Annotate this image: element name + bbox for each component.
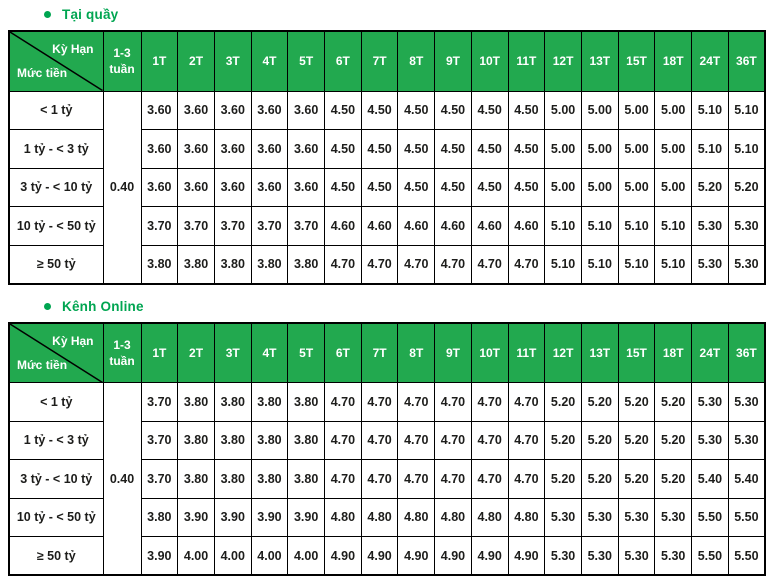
rate-cell: 3.60: [251, 91, 288, 130]
rate-cell: 4.00: [214, 537, 251, 576]
rate-cell: 4.60: [325, 207, 362, 246]
week-column-header: 1-3 tuần: [103, 323, 141, 383]
rate-cell: 3.60: [141, 130, 178, 169]
rate-cell: 4.70: [435, 245, 472, 284]
rate-cell: 4.50: [398, 91, 435, 130]
rate-cell: 5.30: [618, 498, 655, 537]
rate-cell: 4.50: [325, 130, 362, 169]
term-header-6T: 6T: [325, 31, 362, 91]
rate-cell: 4.50: [325, 168, 362, 207]
rate-cell: 5.20: [545, 460, 582, 499]
rate-cell: 3.90: [178, 498, 215, 537]
rate-cell: 4.70: [325, 383, 362, 422]
term-header-3T: 3T: [214, 323, 251, 383]
section-title-text: Tại quầy: [62, 7, 119, 22]
rate-cell: 4.70: [361, 421, 398, 460]
section-online: [8, 297, 766, 577]
rate-cell: 5.00: [545, 91, 582, 130]
week-rate-cell: 0.40: [103, 91, 141, 284]
rate-cell: 5.00: [618, 91, 655, 130]
rate-cell: 5.10: [655, 207, 692, 246]
week-column-header: 1-3 tuần: [103, 31, 141, 91]
rate-cell: 3.80: [214, 383, 251, 422]
rate-cell: 3.80: [178, 421, 215, 460]
rate-cell: 5.10: [545, 245, 582, 284]
term-header-3T: 3T: [214, 31, 251, 91]
rate-cell: 5.00: [545, 130, 582, 169]
rate-cell: 5.30: [692, 383, 729, 422]
rate-cell: 4.60: [508, 207, 545, 246]
term-header-4T: 4T: [251, 323, 288, 383]
rate-cell: 3.80: [214, 460, 251, 499]
rate-cell: 4.70: [471, 421, 508, 460]
rate-cell: 5.20: [728, 168, 765, 207]
rate-cell: 3.60: [251, 130, 288, 169]
term-header-18T: 18T: [655, 31, 692, 91]
rate-cell: 3.80: [251, 383, 288, 422]
rate-cell: 4.50: [508, 91, 545, 130]
rate-cell: 4.70: [398, 383, 435, 422]
bullet-icon: [44, 303, 51, 310]
corner-label-term: Kỳ Hạn: [52, 42, 94, 56]
rate-cell: 3.80: [288, 245, 325, 284]
rate-cell: 5.20: [692, 168, 729, 207]
amount-tier-label: 3 tỷ - < 10 tỷ: [9, 460, 103, 499]
rate-cell: 5.50: [728, 498, 765, 537]
rate-cell: 5.30: [692, 421, 729, 460]
rate-cell: 4.90: [508, 537, 545, 576]
rate-cell: 5.20: [581, 460, 618, 499]
rate-cell: 4.80: [435, 498, 472, 537]
rate-cell: 5.30: [655, 498, 692, 537]
rate-cell: 3.90: [214, 498, 251, 537]
rate-cell: 5.20: [581, 383, 618, 422]
rate-cell: 4.70: [398, 245, 435, 284]
rate-cell: 5.30: [728, 245, 765, 284]
rate-cell: 3.90: [251, 498, 288, 537]
rate-cell: 4.90: [361, 537, 398, 576]
rate-cell: 4.70: [471, 383, 508, 422]
rate-cell: 5.30: [692, 245, 729, 284]
rate-row: [9, 383, 765, 422]
rate-cell: 4.80: [471, 498, 508, 537]
rate-cell: 4.50: [508, 168, 545, 207]
rate-cell: 4.70: [361, 383, 398, 422]
rate-cell: 3.80: [178, 245, 215, 284]
rate-cell: 5.20: [618, 383, 655, 422]
term-header-18T: 18T: [655, 323, 692, 383]
term-header-13T: 13T: [581, 323, 618, 383]
rate-cell: 4.60: [398, 207, 435, 246]
rate-cell: 3.70: [141, 383, 178, 422]
rate-cell: 3.90: [288, 498, 325, 537]
rate-cell: 5.30: [728, 207, 765, 246]
rate-cell: 4.80: [398, 498, 435, 537]
term-header-5T: 5T: [288, 323, 325, 383]
rate-cell: 4.70: [471, 245, 508, 284]
corner-label-amount: Mức tiền: [17, 357, 68, 372]
term-header-13T: 13T: [581, 31, 618, 91]
rate-cell: 4.50: [435, 130, 472, 169]
rate-cell: 3.80: [214, 421, 251, 460]
rate-cell: 5.50: [728, 537, 765, 576]
term-header-2T: 2T: [178, 323, 215, 383]
term-header-11T: 11T: [508, 323, 545, 383]
rate-cell: 5.10: [618, 245, 655, 284]
rate-cell: 3.80: [251, 460, 288, 499]
rate-cell: 5.10: [728, 91, 765, 130]
term-header-36T: 36T: [728, 31, 765, 91]
rate-cell: 5.30: [728, 421, 765, 460]
rate-cell: 4.00: [251, 537, 288, 576]
week-rate-cell: 0.40: [103, 383, 141, 576]
rate-cell: 3.80: [251, 245, 288, 284]
amount-tier-label: < 1 tỷ: [9, 91, 103, 130]
rate-cell: 5.00: [545, 168, 582, 207]
rate-cell: 4.90: [325, 537, 362, 576]
rate-cell: 4.70: [325, 421, 362, 460]
rate-cell: 4.60: [361, 207, 398, 246]
rate-cell: 4.70: [435, 460, 472, 499]
term-header-1T: 1T: [141, 323, 178, 383]
rate-cell: 5.10: [692, 91, 729, 130]
rates-table-online: [8, 322, 766, 577]
rate-cell: 5.30: [545, 498, 582, 537]
rate-cell: 4.70: [471, 460, 508, 499]
rate-cell: 3.80: [288, 383, 325, 422]
rate-cell: 3.70: [141, 421, 178, 460]
rate-cell: 3.80: [251, 421, 288, 460]
rate-cell: 5.10: [618, 207, 655, 246]
term-header-12T: 12T: [545, 31, 582, 91]
rate-cell: 3.60: [141, 91, 178, 130]
section-counter: [8, 5, 766, 285]
rate-cell: 4.00: [178, 537, 215, 576]
rate-cell: 3.70: [141, 207, 178, 246]
rate-cell: 4.90: [398, 537, 435, 576]
rate-cell: 5.30: [618, 537, 655, 576]
rates-table-counter: [8, 30, 766, 285]
term-header-1T: 1T: [141, 31, 178, 91]
rate-cell: 4.50: [361, 91, 398, 130]
rate-cell: 4.50: [361, 130, 398, 169]
rate-cell: 3.60: [288, 168, 325, 207]
rate-cell: 5.00: [655, 91, 692, 130]
rate-cell: 3.70: [178, 207, 215, 246]
rate-cell: 3.70: [141, 460, 178, 499]
rate-cell: 4.80: [361, 498, 398, 537]
term-header-5T: 5T: [288, 31, 325, 91]
rate-cell: 3.90: [141, 537, 178, 576]
rate-cell: 4.50: [435, 91, 472, 130]
rate-cell: 5.40: [692, 460, 729, 499]
rate-cell: 4.00: [288, 537, 325, 576]
term-header-9T: 9T: [435, 323, 472, 383]
rate-cell: 4.70: [398, 460, 435, 499]
rate-cell: 5.10: [655, 245, 692, 284]
rate-cell: 5.20: [581, 421, 618, 460]
rate-cell: 3.60: [178, 168, 215, 207]
rate-cell: 3.80: [178, 460, 215, 499]
rate-cell: 4.50: [471, 130, 508, 169]
rate-cell: 4.70: [361, 460, 398, 499]
amount-tier-label: 10 tỷ - < 50 tỷ: [9, 498, 103, 537]
term-header-10T: 10T: [471, 323, 508, 383]
rate-cell: 4.70: [361, 245, 398, 284]
rate-cell: 3.60: [214, 130, 251, 169]
rate-cell: 5.20: [545, 383, 582, 422]
term-header-12T: 12T: [545, 323, 582, 383]
rate-cell: 5.30: [545, 537, 582, 576]
term-header-8T: 8T: [398, 31, 435, 91]
rate-cell: 5.20: [545, 421, 582, 460]
rate-cell: 3.70: [288, 207, 325, 246]
corner-label-term: Kỳ Hạn: [52, 333, 94, 348]
rate-cell: 5.20: [655, 383, 692, 422]
rate-cell: 5.10: [581, 207, 618, 246]
bullet-icon: [44, 11, 51, 18]
rate-cell: 4.70: [325, 245, 362, 284]
amount-tier-label: < 1 tỷ: [9, 383, 103, 422]
rate-cell: 5.00: [618, 130, 655, 169]
rate-cell: 3.60: [214, 91, 251, 130]
rate-cell: 4.90: [471, 537, 508, 576]
rate-cell: 3.80: [288, 460, 325, 499]
rate-cell: 4.50: [435, 168, 472, 207]
rate-cell: 5.10: [545, 207, 582, 246]
rate-cell: 3.60: [288, 91, 325, 130]
rate-cell: 5.30: [581, 498, 618, 537]
rate-cell: 4.50: [471, 91, 508, 130]
term-header-8T: 8T: [398, 323, 435, 383]
rate-cell: 5.20: [618, 460, 655, 499]
rate-cell: 5.20: [618, 421, 655, 460]
rate-cell: 4.70: [508, 383, 545, 422]
rate-cell: 4.80: [325, 498, 362, 537]
rate-cell: 4.60: [435, 207, 472, 246]
term-header-9T: 9T: [435, 31, 472, 91]
rate-cell: 4.70: [508, 245, 545, 284]
rate-cell: 5.00: [581, 91, 618, 130]
rate-cell: 5.10: [728, 130, 765, 169]
rate-cell: 3.60: [214, 168, 251, 207]
section-title-text: Kênh Online: [62, 298, 144, 314]
rate-cell: 4.70: [435, 421, 472, 460]
term-header-15T: 15T: [618, 323, 655, 383]
term-header-4T: 4T: [251, 31, 288, 91]
rate-cell: 4.70: [435, 383, 472, 422]
rate-cell: 5.10: [692, 130, 729, 169]
rate-cell: 5.30: [581, 537, 618, 576]
amount-tier-label: 1 tỷ - < 3 tỷ: [9, 130, 103, 169]
rate-cell: 3.60: [288, 130, 325, 169]
term-header-2T: 2T: [178, 31, 215, 91]
rate-cell: 3.70: [251, 207, 288, 246]
rate-cell: 3.80: [214, 245, 251, 284]
term-header-15T: 15T: [618, 31, 655, 91]
rate-cell: 5.50: [692, 498, 729, 537]
rate-cell: 5.00: [581, 130, 618, 169]
header-row: [9, 31, 765, 91]
term-header-7T: 7T: [361, 323, 398, 383]
amount-tier-label: 3 tỷ - < 10 tỷ: [9, 168, 103, 207]
rate-cell: 5.40: [728, 460, 765, 499]
rate-cell: 5.10: [581, 245, 618, 284]
rate-cell: 4.70: [398, 421, 435, 460]
term-header-10T: 10T: [471, 31, 508, 91]
corner-header-cell: [9, 31, 103, 91]
rate-cell: 4.70: [508, 460, 545, 499]
term-header-6T: 6T: [325, 323, 362, 383]
rate-cell: 4.90: [435, 537, 472, 576]
term-header-36T: 36T: [728, 323, 765, 383]
amount-tier-label: 10 tỷ - < 50 tỷ: [9, 207, 103, 246]
rate-cell: 5.30: [728, 383, 765, 422]
rate-cell: 5.00: [581, 168, 618, 207]
rate-cell: 4.50: [398, 168, 435, 207]
corner-header-cell: [9, 323, 103, 383]
amount-tier-label: ≥ 50 tỷ: [9, 537, 103, 576]
rate-cell: 5.20: [655, 460, 692, 499]
section-title-counter: [8, 5, 766, 24]
rate-cell: 4.50: [398, 130, 435, 169]
rate-cell: 5.30: [692, 207, 729, 246]
rate-cell: 5.00: [655, 168, 692, 207]
rate-cell: 5.20: [655, 421, 692, 460]
rate-cell: 4.80: [508, 498, 545, 537]
rate-cell: 4.70: [508, 421, 545, 460]
amount-tier-label: ≥ 50 tỷ: [9, 245, 103, 284]
rate-cell: 4.70: [325, 460, 362, 499]
rate-cell: 3.60: [178, 130, 215, 169]
rate-cell: 4.50: [508, 130, 545, 169]
term-header-7T: 7T: [361, 31, 398, 91]
rate-cell: 5.00: [618, 168, 655, 207]
rate-cell: 3.80: [288, 421, 325, 460]
amount-tier-label: 1 tỷ - < 3 tỷ: [9, 421, 103, 460]
rate-cell: 3.70: [214, 207, 251, 246]
rate-cell: 3.60: [251, 168, 288, 207]
term-header-24T: 24T: [692, 31, 729, 91]
rate-cell: 4.50: [471, 168, 508, 207]
section-title-online: [8, 297, 766, 316]
rate-cell: 4.50: [361, 168, 398, 207]
rate-cell: 4.60: [471, 207, 508, 246]
corner-label-amount: Mức tiền: [17, 66, 68, 81]
rate-cell: 3.60: [178, 91, 215, 130]
term-header-11T: 11T: [508, 31, 545, 91]
rate-cell: 5.50: [692, 537, 729, 576]
term-header-24T: 24T: [692, 323, 729, 383]
rate-cell: 3.80: [141, 498, 178, 537]
rate-cell: 5.00: [655, 130, 692, 169]
header-row: [9, 323, 765, 383]
rate-cell: 3.80: [178, 383, 215, 422]
rate-cell: 3.80: [141, 245, 178, 284]
rate-row: [9, 91, 765, 130]
rate-cell: 3.60: [141, 168, 178, 207]
rate-cell: 4.50: [325, 91, 362, 130]
rate-cell: 5.30: [655, 537, 692, 576]
